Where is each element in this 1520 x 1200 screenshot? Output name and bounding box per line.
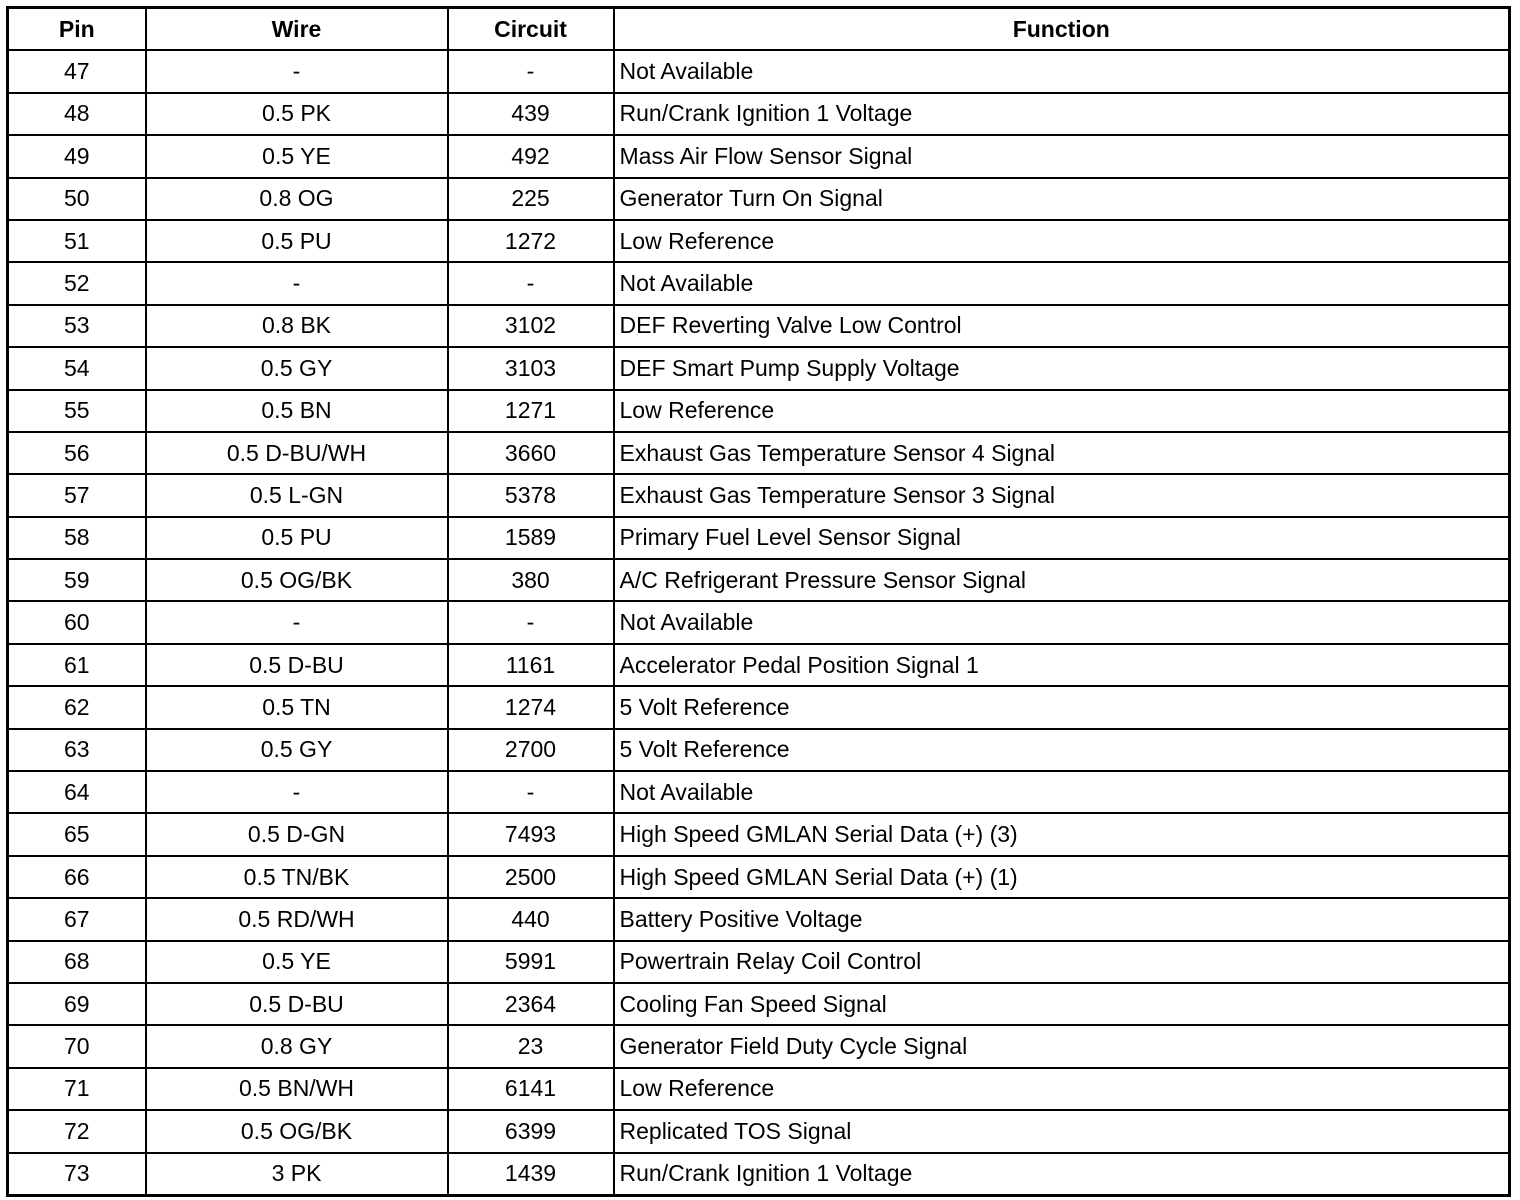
cell-wire: 0.5 YE (146, 135, 448, 177)
cell-circuit: 2700 (448, 729, 614, 771)
cell-function: Replicated TOS Signal (614, 1110, 1510, 1152)
table-row (8, 601, 1510, 643)
table-row (8, 1068, 1510, 1110)
cell-pin: 48 (8, 93, 146, 135)
cell-circuit: 6399 (448, 1110, 614, 1152)
cell-pin: 71 (8, 1068, 146, 1110)
cell-function: Battery Positive Voltage (614, 898, 1510, 940)
table-row (8, 771, 1510, 813)
cell-pin: 57 (8, 474, 146, 516)
cell-pin: 63 (8, 729, 146, 771)
cell-wire: 3 PK (146, 1153, 448, 1196)
cell-pin: 67 (8, 898, 146, 940)
cell-pin: 60 (8, 601, 146, 643)
table-row (8, 432, 1510, 474)
cell-function: Not Available (614, 771, 1510, 813)
cell-circuit: - (448, 771, 614, 813)
cell-circuit: 3103 (448, 347, 614, 389)
cell-function: Not Available (614, 601, 1510, 643)
cell-function: Exhaust Gas Temperature Sensor 4 Signal (614, 432, 1510, 474)
cell-wire: 0.5 BN (146, 390, 448, 432)
cell-pin: 72 (8, 1110, 146, 1152)
table-row (8, 1110, 1510, 1152)
cell-circuit: - (448, 50, 614, 92)
cell-function: Not Available (614, 262, 1510, 304)
cell-circuit: 492 (448, 135, 614, 177)
cell-pin: 65 (8, 813, 146, 855)
cell-wire: 0.5 OG/BK (146, 559, 448, 601)
cell-function: Low Reference (614, 1068, 1510, 1110)
cell-circuit: 5378 (448, 474, 614, 516)
cell-circuit: 3102 (448, 305, 614, 347)
cell-circuit: 1161 (448, 644, 614, 686)
cell-wire: 0.5 PU (146, 517, 448, 559)
cell-wire: 0.5 RD/WH (146, 898, 448, 940)
header-function: Function (614, 8, 1510, 51)
cell-pin: 66 (8, 856, 146, 898)
table-row (8, 50, 1510, 92)
table-row (8, 517, 1510, 559)
cell-function: High Speed GMLAN Serial Data (+) (3) (614, 813, 1510, 855)
cell-function: A/C Refrigerant Pressure Sensor Signal (614, 559, 1510, 601)
cell-function: Powertrain Relay Coil Control (614, 941, 1510, 983)
cell-pin: 62 (8, 686, 146, 728)
cell-function: Generator Turn On Signal (614, 178, 1510, 220)
cell-pin: 64 (8, 771, 146, 813)
pin-table (6, 6, 1511, 1197)
cell-function: Generator Field Duty Cycle Signal (614, 1025, 1510, 1067)
cell-function: Accelerator Pedal Position Signal 1 (614, 644, 1510, 686)
table-body (8, 50, 1510, 1195)
cell-function: DEF Smart Pump Supply Voltage (614, 347, 1510, 389)
table-row (8, 305, 1510, 347)
cell-circuit: 225 (448, 178, 614, 220)
cell-function: Primary Fuel Level Sensor Signal (614, 517, 1510, 559)
cell-pin: 73 (8, 1153, 146, 1196)
cell-wire: 0.5 GY (146, 347, 448, 389)
cell-function: Low Reference (614, 220, 1510, 262)
cell-wire: - (146, 601, 448, 643)
cell-wire: 0.5 BN/WH (146, 1068, 448, 1110)
cell-circuit: 2500 (448, 856, 614, 898)
table-row (8, 390, 1510, 432)
cell-pin: 61 (8, 644, 146, 686)
cell-circuit: 2364 (448, 983, 614, 1025)
cell-wire: - (146, 262, 448, 304)
cell-circuit: 5991 (448, 941, 614, 983)
cell-pin: 52 (8, 262, 146, 304)
cell-pin: 55 (8, 390, 146, 432)
cell-function: High Speed GMLAN Serial Data (+) (1) (614, 856, 1510, 898)
cell-wire: 0.5 OG/BK (146, 1110, 448, 1152)
cell-function: 5 Volt Reference (614, 686, 1510, 728)
cell-circuit: 1272 (448, 220, 614, 262)
cell-wire: 0.5 TN/BK (146, 856, 448, 898)
cell-wire: 0.5 D-BU (146, 983, 448, 1025)
cell-function: Cooling Fan Speed Signal (614, 983, 1510, 1025)
cell-function: Mass Air Flow Sensor Signal (614, 135, 1510, 177)
table-row (8, 474, 1510, 516)
table-row (8, 93, 1510, 135)
cell-pin: 59 (8, 559, 146, 601)
table-row (8, 983, 1510, 1025)
cell-circuit: 7493 (448, 813, 614, 855)
table-row (8, 941, 1510, 983)
cell-circuit: 23 (448, 1025, 614, 1067)
table-row (8, 644, 1510, 686)
cell-circuit: 1271 (448, 390, 614, 432)
cell-circuit: 1439 (448, 1153, 614, 1196)
cell-circuit: 439 (448, 93, 614, 135)
table-row (8, 813, 1510, 855)
cell-circuit: 440 (448, 898, 614, 940)
cell-pin: 54 (8, 347, 146, 389)
cell-pin: 68 (8, 941, 146, 983)
cell-wire: - (146, 771, 448, 813)
cell-circuit: 1589 (448, 517, 614, 559)
cell-function: Run/Crank Ignition 1 Voltage (614, 93, 1510, 135)
cell-function: Low Reference (614, 390, 1510, 432)
cell-wire: 0.5 D-GN (146, 813, 448, 855)
cell-wire: 0.8 GY (146, 1025, 448, 1067)
cell-function: Exhaust Gas Temperature Sensor 3 Signal (614, 474, 1510, 516)
header-row (8, 8, 1510, 51)
table-row (8, 347, 1510, 389)
cell-function: 5 Volt Reference (614, 729, 1510, 771)
cell-pin: 58 (8, 517, 146, 559)
cell-circuit: - (448, 601, 614, 643)
cell-wire: 0.5 TN (146, 686, 448, 728)
table-row (8, 686, 1510, 728)
header-pin: Pin (8, 8, 146, 51)
cell-pin: 56 (8, 432, 146, 474)
cell-circuit: 380 (448, 559, 614, 601)
cell-wire: 0.5 L-GN (146, 474, 448, 516)
table-row (8, 135, 1510, 177)
cell-circuit: 3660 (448, 432, 614, 474)
cell-wire: 0.5 D-BU (146, 644, 448, 686)
header-circuit: Circuit (448, 8, 614, 51)
cell-pin: 51 (8, 220, 146, 262)
cell-pin: 53 (8, 305, 146, 347)
cell-pin: 50 (8, 178, 146, 220)
table-row (8, 1025, 1510, 1067)
cell-pin: 70 (8, 1025, 146, 1067)
table-row (8, 729, 1510, 771)
cell-pin: 69 (8, 983, 146, 1025)
cell-wire: 0.5 YE (146, 941, 448, 983)
cell-circuit: - (448, 262, 614, 304)
cell-wire: 0.8 BK (146, 305, 448, 347)
cell-function: Not Available (614, 50, 1510, 92)
cell-function: DEF Reverting Valve Low Control (614, 305, 1510, 347)
table-row (8, 856, 1510, 898)
cell-function: Run/Crank Ignition 1 Voltage (614, 1153, 1510, 1196)
table-row (8, 1153, 1510, 1196)
cell-wire: 0.5 PK (146, 93, 448, 135)
cell-circuit: 1274 (448, 686, 614, 728)
table-row (8, 898, 1510, 940)
table-row (8, 220, 1510, 262)
cell-wire: 0.8 OG (146, 178, 448, 220)
cell-pin: 47 (8, 50, 146, 92)
table-row (8, 178, 1510, 220)
cell-pin: 49 (8, 135, 146, 177)
table-row (8, 262, 1510, 304)
table-row (8, 559, 1510, 601)
header-wire: Wire (146, 8, 448, 51)
cell-wire: 0.5 D-BU/WH (146, 432, 448, 474)
cell-wire: 0.5 PU (146, 220, 448, 262)
cell-wire: 0.5 GY (146, 729, 448, 771)
cell-wire: - (146, 50, 448, 92)
cell-circuit: 6141 (448, 1068, 614, 1110)
